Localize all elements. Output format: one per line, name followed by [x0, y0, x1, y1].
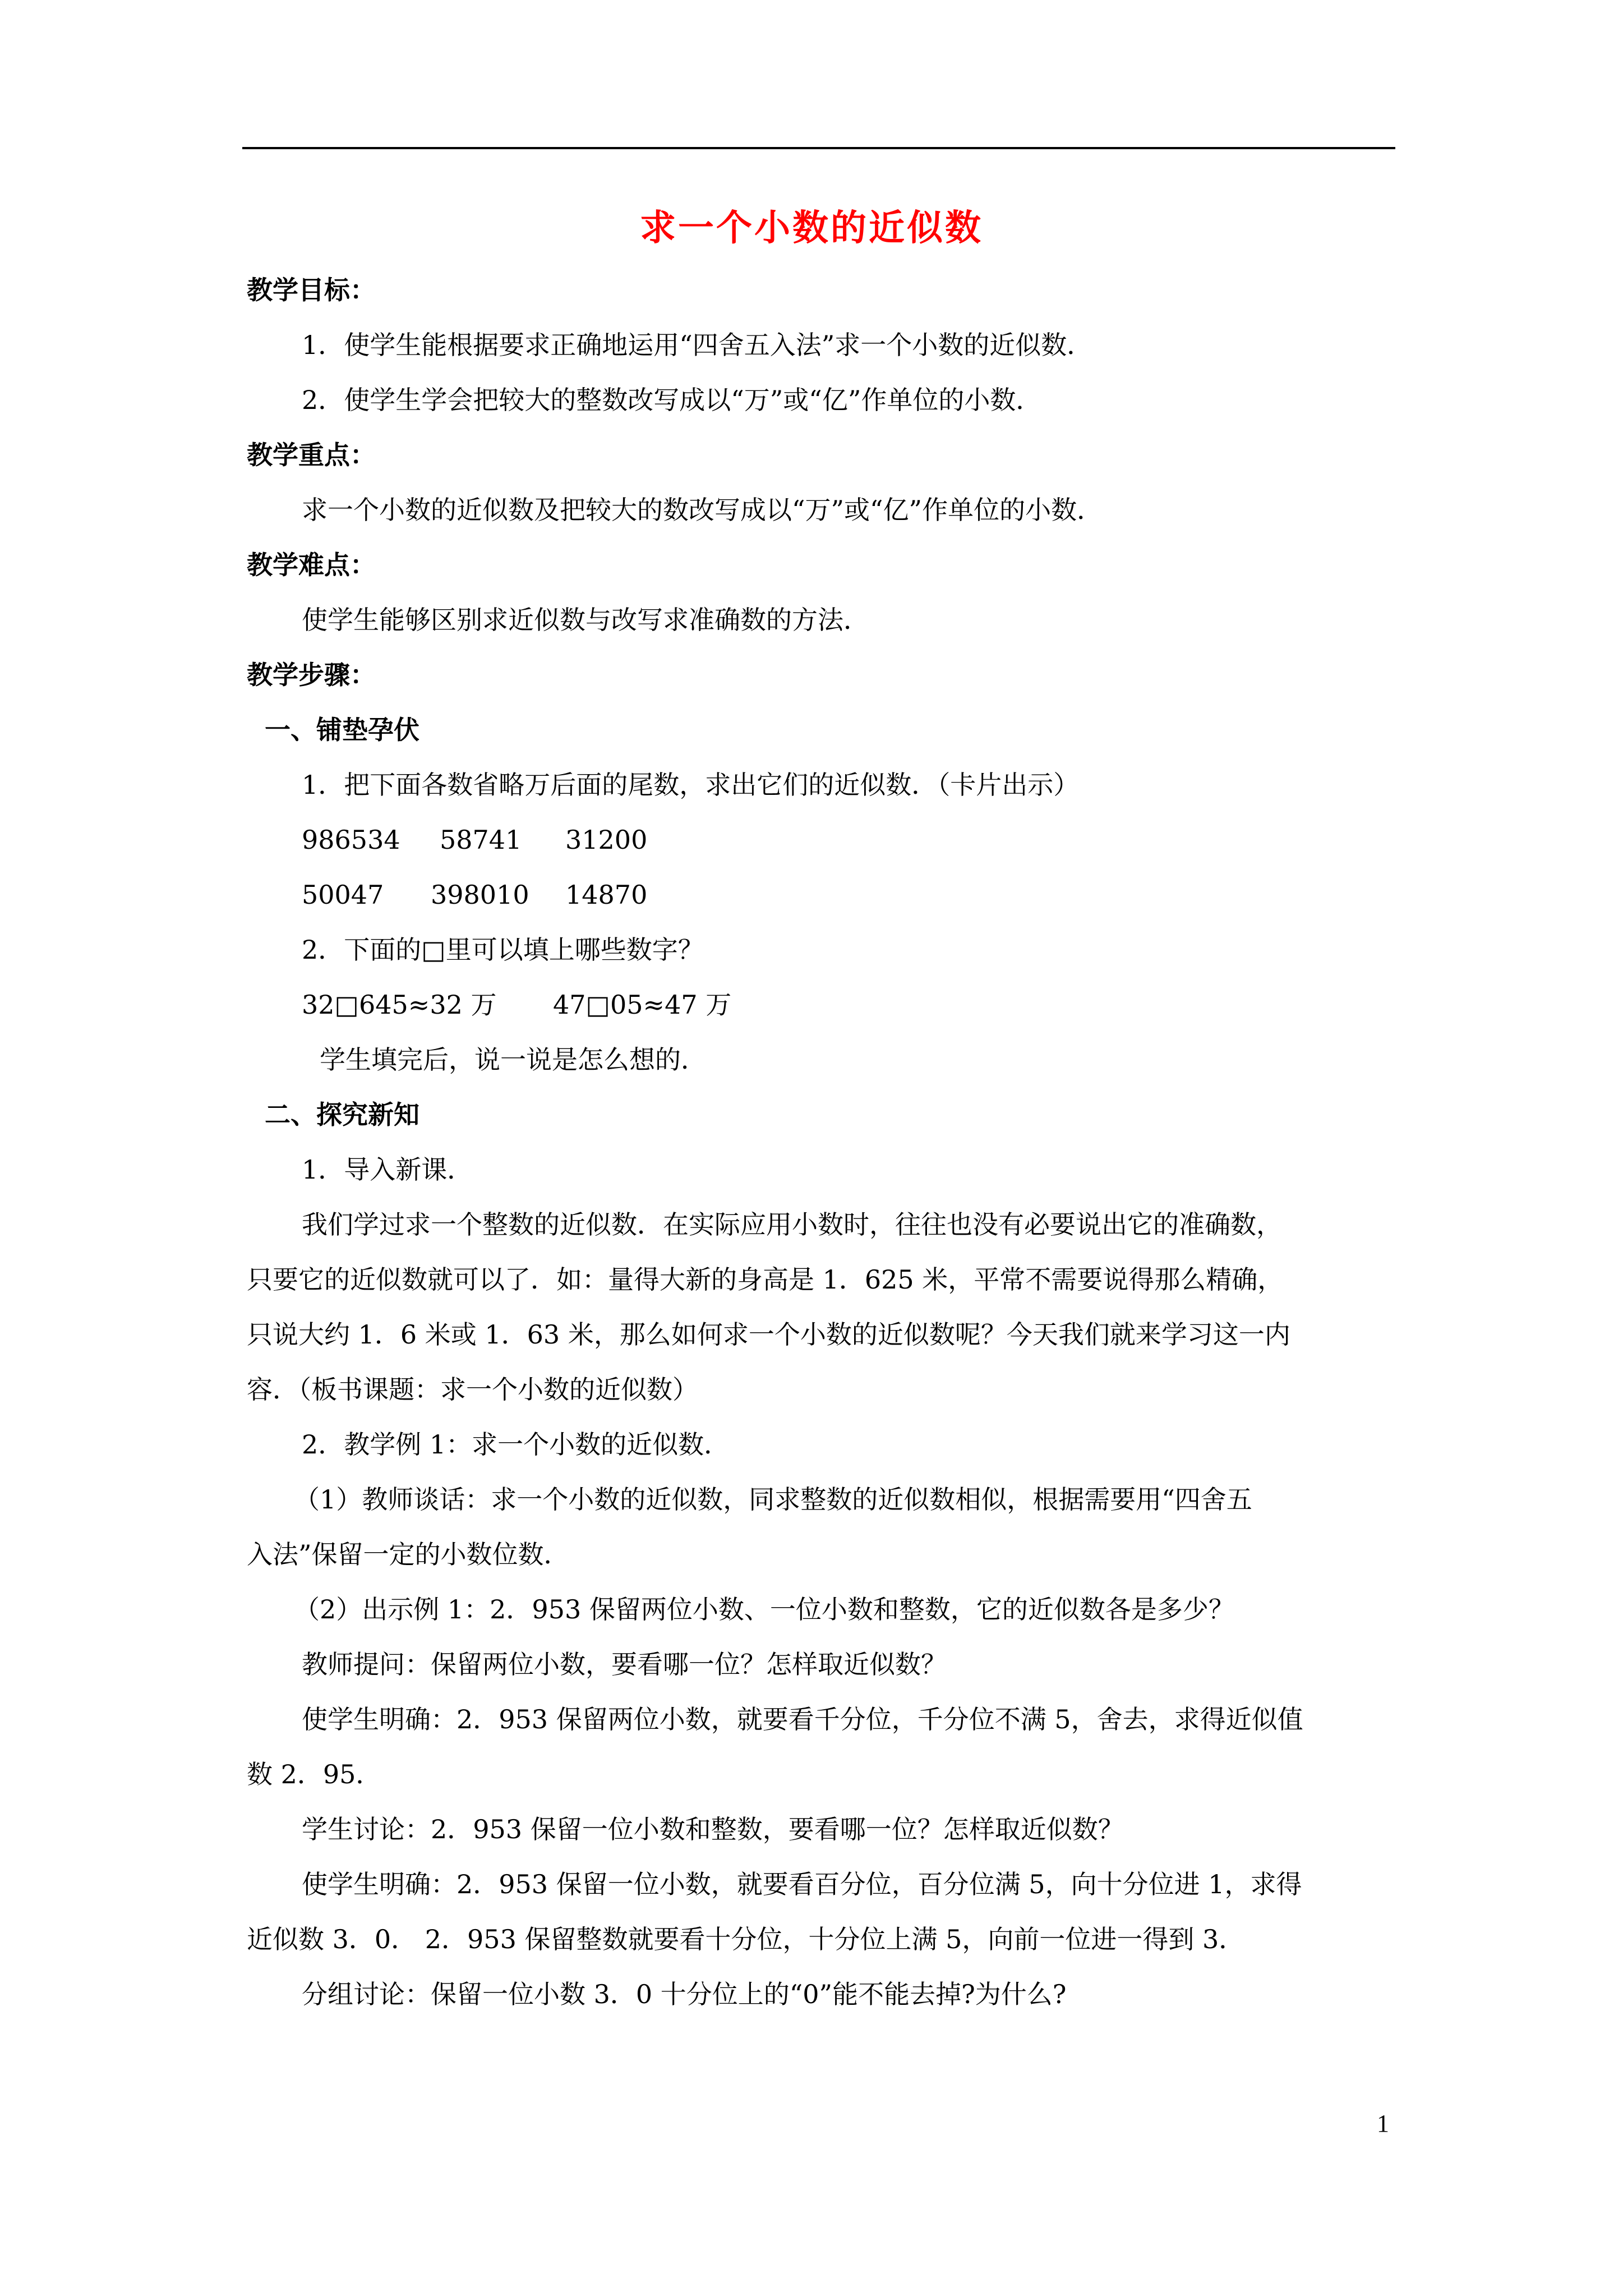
document-title: 求一个小数的近似数	[640, 208, 983, 249]
number-cell: 58741	[440, 825, 522, 855]
section-1-note: 学生填完后，说一说是怎么想的．	[320, 1045, 707, 1075]
intro-paragraph-line: 只说大约 1．6 米或 1．63 米，那么如何求一个小数的近似数呢？今天我们就来学习这一内	[247, 1319, 1290, 1350]
section-1-item-2: 2．下面的□里可以填上哪些数字？	[302, 935, 704, 965]
clarify-2-line: 近似数 3．0． 2．953 保留整数就要看十分位，十分位上满 5，向前一位进一得到 3．	[247, 1924, 1245, 1954]
intro-paragraph-line: 只要它的近似数就可以了．如：量得大新的身高是 1．625 米，平常不需要说得那么精确，	[247, 1264, 1284, 1295]
student-discussion: 学生讨论：2．953 保留一位小数和整数，要看哪一位？怎样取近似数？	[302, 1814, 1124, 1844]
teacher-question: 教师提问：保留两位小数，要看哪一位？怎样取近似数？	[302, 1649, 947, 1680]
section-2-item-1: 1．导入新课．	[302, 1154, 473, 1185]
example-1: （2）出示例 1：2．953 保留两位小数、一位小数和整数，它的近似数各是多少？	[294, 1594, 1234, 1625]
intro-paragraph-line: 我们学过求一个整数的近似数．在实际应用小数时，往往也没有必要说出它的准确数，	[302, 1209, 1282, 1240]
section-1-item-1: 1．把下面各数省略万后面的尾数，求出它们的近似数．（卡片出示）	[302, 770, 1080, 800]
fill-in-b: 47□05≈47 万	[553, 990, 732, 1020]
number-cell: 31200	[565, 825, 648, 855]
section-2-heading: 二、探究新知	[265, 1099, 419, 1130]
steps-heading: 教学步骤：	[247, 660, 376, 690]
section-2-item-2: 2．教学例 1：求一个小数的近似数．	[302, 1429, 730, 1460]
group-discussion: 分组讨论：保留一位小数 3．0 十分位上的“0”能不能去掉?为什么?	[302, 1979, 1067, 2009]
goal-item-1: 1．使学生能根据要求正确地运用“四舍五入法”求一个小数的近似数．	[302, 330, 1093, 360]
difficulty-text: 使学生能够区别求近似数与改写求准确数的方法．	[302, 605, 869, 635]
number-cell: 14870	[565, 880, 648, 910]
fill-in-a: 32□645≈32 万	[302, 990, 497, 1020]
focus-text: 求一个小数的近似数及把较大的数改写成以“万”或“亿”作单位的小数．	[302, 495, 1103, 525]
clarify-2-line: 使学生明确：2．953 保留一位小数，就要看百分位，百分位满 5，向十分位进 1，求得	[302, 1869, 1302, 1899]
intro-paragraph-line: 容．（板书课题：求一个小数的近似数）	[247, 1374, 698, 1405]
number-row-2	[247, 867, 1396, 922]
number-cell: 398010	[431, 880, 529, 910]
page-number: 1	[1377, 2110, 1389, 2137]
goals-heading: 教学目标：	[247, 275, 376, 305]
teacher-talk-line: （1）教师谈话：求一个小数的近似数，同求整数的近似数相似，根据需要用“四舍五	[294, 1484, 1252, 1515]
header-rule	[242, 147, 1395, 149]
difficulty-heading: 教学难点：	[247, 550, 376, 580]
clarify-1-line: 数 2．95．	[247, 1759, 382, 1789]
fill-in-row	[247, 977, 1396, 1032]
focus-heading: 教学重点：	[247, 440, 376, 470]
number-cell: 986534	[302, 825, 400, 855]
teacher-talk-line: 入法”保留一定的小数位数．	[247, 1539, 570, 1570]
clarify-1-line: 使学生明确：2．953 保留两位小数，就要看千分位，千分位不满 5，舍去，求得近似值	[302, 1704, 1303, 1734]
number-cell: 50047	[302, 880, 384, 910]
document-body	[247, 263, 1396, 2022]
number-row-1	[247, 812, 1396, 867]
goal-item-2: 2．使学生学会把较大的整数改写成以“万”或“亿”作单位的小数．	[302, 385, 1042, 415]
section-1-heading: 一、铺垫孕伏	[265, 715, 419, 745]
